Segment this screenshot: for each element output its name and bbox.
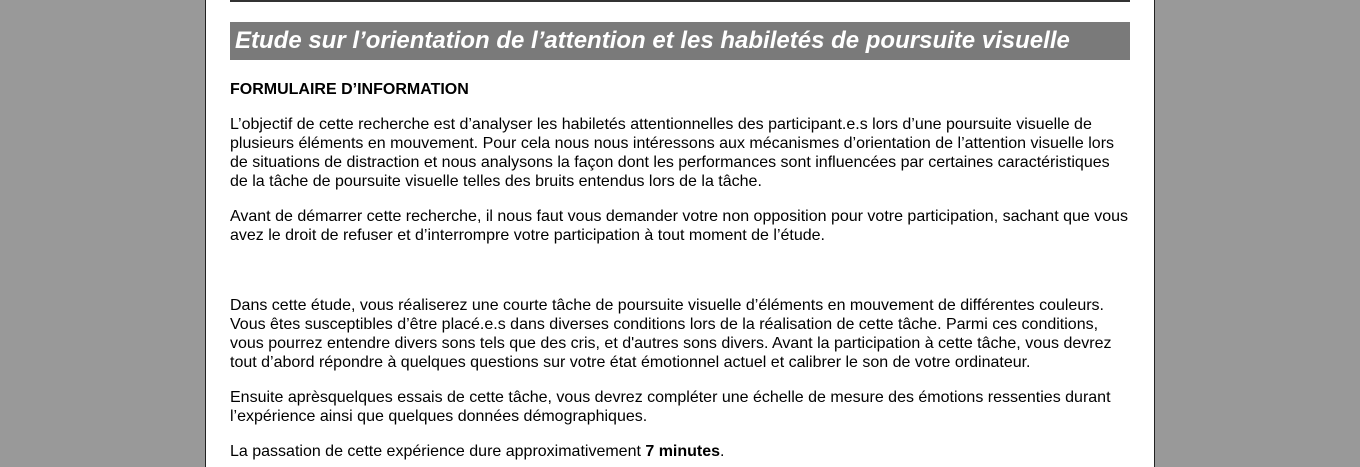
- task-paragraph: Dans cette étude, vous réaliserez une courte tâche de poursuite visuelle d’éléments en mouvement de différentes couleurs. Vous êtes susceptibles d’être placé.e.s dans diverses conditions lors de la réalisation de cette tâche. Parmi ces conditions, vous pourrez entendre divers sons tels que des cris, et d'autres sons divers. Avant la participation à cette tâche, vous devrez tout d’abord répondre à quelques questions sur votre état émotionnel actuel et calibrer le son de votre ordinateur.: [230, 297, 1112, 371]
- duration-paragraph: [230, 442, 1130, 461]
- top-divider: [230, 0, 1130, 2]
- after-paragraph: Ensuite aprèsquelques essais de cette tâche, vous devrez compléter une échelle de mesure des émotions ressenties durant l’expérience ainsi que quelques données démographiques.: [230, 389, 1111, 425]
- document-content: [230, 0, 1130, 461]
- consent-paragraph: Avant de démarrer cette recherche, il nous faut vous demander votre non opposition pour votre participation, sachant que vous avez le droit de refuser et d’interrompre votre participation à tout moment de l’étude.: [230, 208, 1129, 244]
- document-page: [205, 0, 1155, 467]
- duration-prefix: La passation de cette expérience dure approximativement: [230, 443, 646, 460]
- page-title: Etude sur l’orientation de l’attention et les habiletés de poursuite visuelle: [235, 27, 1070, 54]
- duration-value: 7 minutes: [645, 443, 721, 460]
- objective-paragraph: L’objectif de cette recherche est d’analyser les habiletés attentionnelles des participant.e.s lors d’une poursuite visuelle de plusieurs éléments en mouvement. Pour cela nous nous intéressons aux mécanismes d’orientation de l’attention visuelle lors de situations de distraction et nous analysons la façon dont les performances sont influencées par certaines caractéristiques de la tâche de poursuite visuelle telles des bruits entendus lors de la tâche.: [230, 116, 1115, 190]
- duration-suffix: .: [720, 443, 725, 460]
- form-label: FORMULAIRE D’INFORMATION: [230, 81, 469, 98]
- title-banner: [230, 22, 1130, 60]
